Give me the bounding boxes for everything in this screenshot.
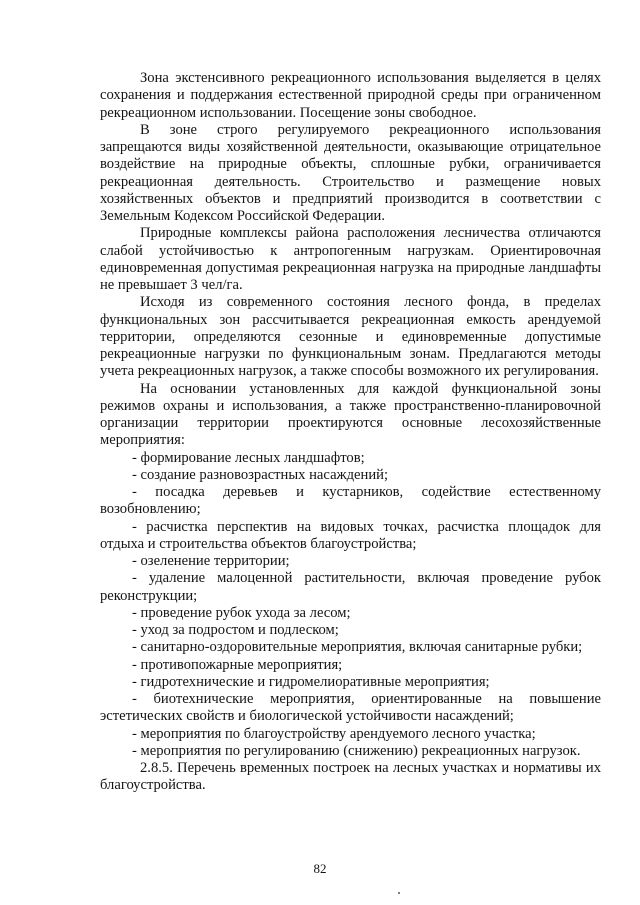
list-item: - биотехнические мероприятия, ориентированные на повышение эстетических свойств и биологической устойчивости насаждений;: [100, 691, 601, 725]
list-item: - противопожарные мероприятия;: [132, 656, 343, 673]
section-heading: 2.8.5. Перечень временных построек на лесных участках и нормативы их благоустройства.: [100, 760, 601, 794]
paragraph-strict-zone: В зоне строго регулируемого рекреационного использования запрещаются виды хозяйственной деятельности, оказывающие отрицательное воздействие на природные объекты, сплошные рубки, ограничивается рекреационная деятельность. Строительство и размещение новых хозяйственных объектов и предприятий производится в соответствии с Земельным Кодексом Российской Федерации.: [100, 121, 601, 224]
list-item: - мероприятия по регулированию (снижению) рекреационных нагрузок.: [132, 742, 581, 759]
document-body: [100, 70, 601, 795]
list-item: - уход за подростом и подлеском;: [132, 622, 339, 638]
list-item: - расчистка перспектив на видовых точках, расчистка площадок для отдыха и строительства объектов благоустройства;: [100, 518, 601, 552]
paragraph-measures-intro: На основании установленных для каждой функциональной зоны режимов охраны и использования, а также пространственно-планировочной организации территории проектируются основные лесохозяйственные мероприятия:: [100, 380, 601, 449]
list-item: - посадка деревьев и кустарников, содействие естественному возобновлению;: [100, 484, 601, 518]
list-item: - санитарно-оздоровительные мероприятия, включая санитарные рубки;: [132, 639, 583, 656]
list-item: - создание разновозрастных насаждений;: [132, 466, 389, 483]
list-item: - удаление малоценной растительности, включая проведение рубок реконструкции;: [100, 570, 601, 604]
page-number: 82: [313, 861, 327, 876]
paragraph-recreational-capacity: Исходя из современного состояния лесного фонда, в пределах функциональных зон рассчитывается рекреационная емкость арендуемой территории, определяются сезонные и единовременные допустимые рекреационные нагрузки по функциональным зонам. Предлагаются методы учета рекреационных нагрузок, а также способы возможного их регулирования.: [100, 294, 601, 380]
list-item: - мероприятия по благоустройству арендуемого лесного участка;: [132, 725, 536, 742]
paragraph-extensive-zone: Зона экстенсивного рекреационного использования выделяется в целях сохранения и поддержания естественной природной среды при ограниченном рекреационном использовании. Посещение зоны свободное.: [100, 70, 601, 121]
list-item: - озеленение территории;: [132, 553, 290, 569]
scan-speck: [398, 892, 400, 894]
paragraph-natural-complexes: Природные комплексы района расположения лесничества отличаются слабой устойчивостью к антропогенным нагрузкам. Ориентировочная единовременная допустимая рекреационная нагрузка на природные ландшафты не превышает 3 чел/га.: [100, 225, 601, 293]
list-item: - проведение рубок ухода за лесом;: [132, 604, 351, 621]
list-item: - гидротехнические и гидромелиоративные мероприятия;: [132, 673, 490, 690]
list-item: - формирование лесных ландшафтов;: [132, 449, 365, 466]
